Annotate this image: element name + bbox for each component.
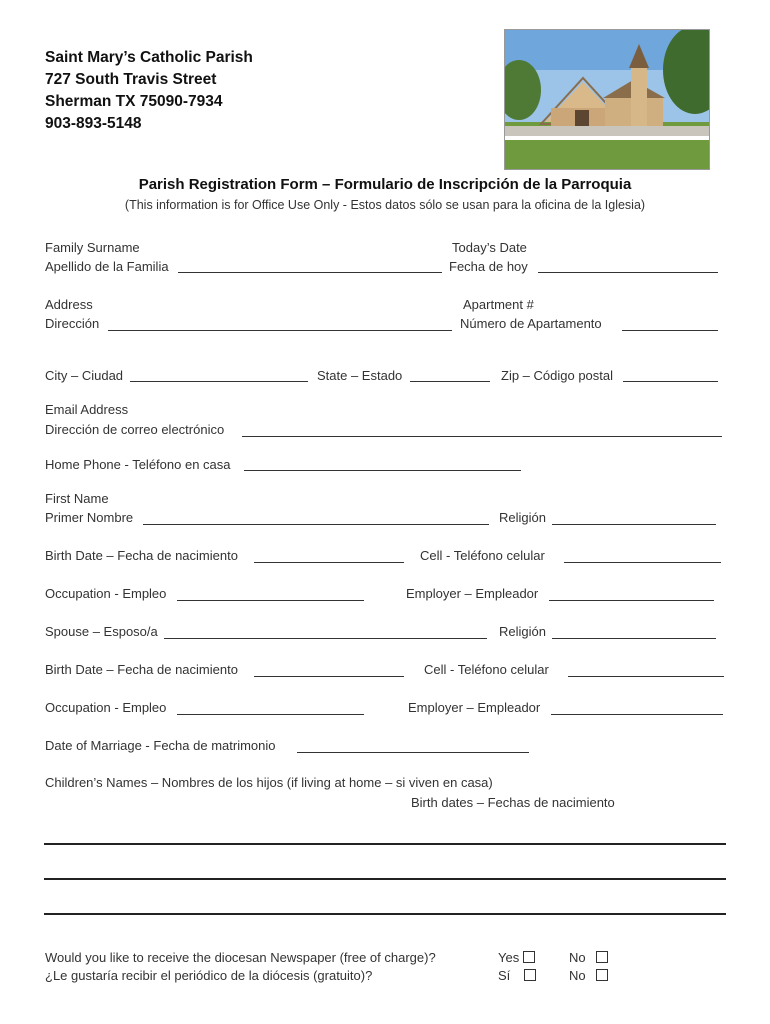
parish-phone: 903-893-5148 — [45, 115, 142, 132]
email-label-es: Dirección de correo electrónico — [45, 422, 225, 437]
religion-label: Religión — [499, 510, 546, 525]
city-input-line[interactable] — [130, 381, 308, 382]
cell-label: Cell - Teléfono celular — [420, 548, 545, 563]
spouse-cell-label: Cell - Teléfono celular — [424, 662, 549, 677]
yes-option-es[interactable] — [498, 968, 536, 983]
spouse-occupation-label: Occupation - Empleo — [45, 700, 167, 715]
zip-label: Zip – Código postal — [501, 368, 614, 383]
marriage-date-input-line[interactable] — [297, 752, 529, 753]
first-name-label-en: First Name — [45, 491, 109, 506]
birth-date-label: Birth Date – Fecha de nacimiento — [45, 548, 238, 563]
surname-label-es: Apellido de la Familia — [45, 259, 169, 274]
birth-date-input-line[interactable] — [254, 562, 404, 563]
date-input-line[interactable] — [538, 272, 718, 273]
children-label: Children’s Names – Nombres de los hijos (if living at home – si viven en casa) — [45, 775, 493, 790]
spouse-input-line[interactable] — [164, 638, 487, 639]
spouse-birth-date-input-line[interactable] — [254, 676, 404, 677]
spouse-label: Spouse – Esposo/a — [45, 624, 158, 639]
newspaper-question-es: ¿Le gustaría recibir el periódico de la diócesis (gratuito)? — [45, 968, 373, 983]
email-label-en: Email Address — [45, 402, 129, 417]
no-label-es: No — [569, 968, 586, 983]
form-subtitle: (This information is for Office Use Only - Estos datos sólo se usan para la oficina de la Iglesia) — [124, 198, 646, 212]
form-title: Parish Registration Form – Formulario de Inscripción de la Parroquia — [138, 176, 632, 193]
address-label-en: Address — [45, 297, 93, 312]
children-line-3[interactable] — [44, 913, 726, 915]
first-name-label-es: Primer Nombre — [45, 510, 134, 525]
employer-input-line[interactable] — [549, 600, 714, 601]
parish-city: Sherman TX 75090-7934 — [45, 93, 223, 110]
spouse-religion-input-line[interactable] — [552, 638, 716, 639]
spouse-employer-label: Employer – Empleador — [408, 700, 541, 715]
date-label-en: Today’s Date — [452, 240, 527, 255]
yes-checkbox-es[interactable] — [524, 969, 536, 981]
church-photo-icon — [505, 30, 709, 169]
address-label-es: Dirección — [45, 316, 100, 331]
spouse-religion-label: Religión — [499, 624, 546, 639]
apartment-label-en: Apartment # — [463, 297, 534, 312]
no-checkbox-en[interactable] — [596, 951, 608, 963]
children-line-2[interactable] — [44, 878, 726, 880]
employer-label: Employer – Empleador — [406, 586, 539, 601]
no-option-en[interactable] — [569, 950, 608, 965]
no-label-en: No — [569, 950, 586, 965]
surname-label-en: Family Surname — [45, 240, 140, 255]
state-input-line[interactable] — [410, 381, 490, 382]
spouse-occupation-input-line[interactable] — [177, 714, 364, 715]
email-input-line[interactable] — [242, 436, 722, 437]
children-line-1[interactable] — [44, 843, 726, 845]
zip-input-line[interactable] — [623, 381, 718, 382]
marriage-date-label: Date of Marriage - Fecha de matrimonio — [45, 738, 276, 753]
date-label-es: Fecha de hoy — [449, 259, 528, 274]
no-checkbox-es[interactable] — [596, 969, 608, 981]
address-input-line[interactable] — [108, 330, 452, 331]
yes-label-es: Sí — [498, 968, 511, 983]
cell-input-line[interactable] — [564, 562, 721, 563]
no-option-es[interactable] — [569, 968, 608, 983]
spouse-cell-input-line[interactable] — [568, 676, 724, 677]
church-photo — [504, 29, 710, 170]
apartment-label-es: Número de Apartamento — [460, 316, 602, 331]
religion-input-line[interactable] — [552, 524, 716, 525]
parish-street: 727 South Travis Street — [45, 71, 217, 88]
home-phone-input-line[interactable] — [244, 470, 521, 471]
parish-name: Saint Mary’s Catholic Parish — [45, 49, 253, 66]
spouse-employer-input-line[interactable] — [551, 714, 723, 715]
children-birth-dates-label: Birth dates – Fechas de nacimiento — [411, 795, 615, 810]
yes-label-en: Yes — [498, 950, 520, 965]
occupation-label: Occupation - Empleo — [45, 586, 167, 601]
spouse-birth-date-label: Birth Date – Fecha de nacimiento — [45, 662, 238, 677]
yes-checkbox-en[interactable] — [523, 951, 535, 963]
surname-input-line[interactable] — [178, 272, 442, 273]
home-phone-label: Home Phone - Teléfono en casa — [45, 457, 231, 472]
first-name-input-line[interactable] — [143, 524, 489, 525]
yes-option-en[interactable] — [498, 950, 535, 965]
apartment-input-line[interactable] — [622, 330, 718, 331]
newspaper-question-en: Would you like to receive the diocesan Newspaper (free of charge)? — [45, 950, 436, 965]
city-label: City – Ciudad — [45, 368, 124, 383]
state-label: State – Estado — [317, 368, 403, 383]
occupation-input-line[interactable] — [177, 600, 364, 601]
